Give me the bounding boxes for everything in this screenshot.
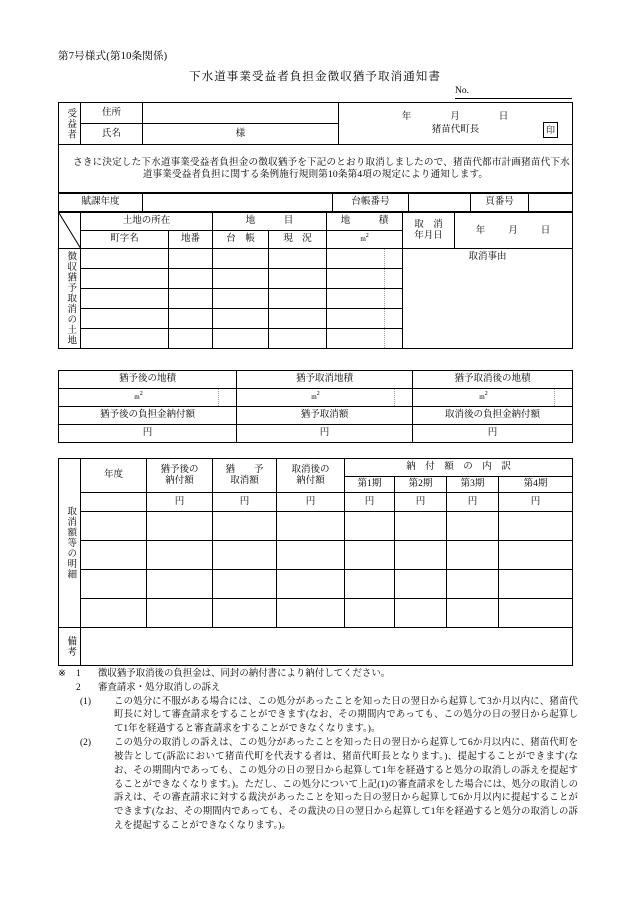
land-area-cell[interactable] xyxy=(327,329,385,349)
cancel-day-label: 日 xyxy=(540,225,552,236)
detail-after-cancel-cell[interactable] xyxy=(277,541,345,570)
note-subitem-2 xyxy=(58,737,578,834)
land-area-cell[interactable] xyxy=(327,289,385,309)
land-town-cell[interactable] xyxy=(81,309,169,329)
ledger-no-input[interactable] xyxy=(409,194,471,212)
land-town-cell[interactable] xyxy=(81,289,169,309)
detail-year-cell[interactable] xyxy=(81,493,147,512)
address-label: 住所 xyxy=(81,103,143,124)
detail-vertical-label xyxy=(59,459,81,628)
detail-after-cancel-cell[interactable] xyxy=(277,599,345,628)
receiver-label-text: 受益者 xyxy=(65,107,76,140)
currency-symbol: 円 xyxy=(487,428,498,439)
detail-inst2-cell[interactable] xyxy=(395,541,447,570)
note-item-1 xyxy=(58,668,578,682)
land-ledger-cell[interactable] xyxy=(213,329,269,349)
cancel-date-value[interactable] xyxy=(455,213,573,249)
note-number: 1 xyxy=(76,669,81,679)
cancel-month-label: 月 xyxy=(508,225,519,236)
detail-inst3-cell[interactable] xyxy=(447,599,499,628)
page-no-label: 頁番号 xyxy=(471,194,529,212)
intro-paragraph-table xyxy=(58,144,573,193)
amount-after-cancel-header: 取消後の負担金納付額 xyxy=(413,407,573,425)
land-area-decimal-cell[interactable] xyxy=(385,309,403,329)
land-ledger-cell[interactable] xyxy=(213,269,269,289)
unit-text: m xyxy=(311,393,317,402)
detail-inst1-cell[interactable] xyxy=(345,570,395,599)
detail-inst4-cell[interactable] xyxy=(499,512,573,541)
land-lot-cell[interactable] xyxy=(169,309,213,329)
area-unit-header xyxy=(327,231,403,249)
detail-after-defer-cell[interactable] xyxy=(147,599,213,628)
table-row[interactable] xyxy=(59,512,573,541)
detail-inst1-cell[interactable] xyxy=(345,512,395,541)
town-name-header: 町字名 xyxy=(81,231,169,249)
detail-inst3-cell[interactable] xyxy=(447,512,499,541)
name-input[interactable] xyxy=(143,124,339,145)
detail-after-defer-cell[interactable] xyxy=(147,512,213,541)
area-after-defer-decimal[interactable] xyxy=(219,389,237,407)
area-cancelled-header: 猶予取消地積 xyxy=(237,371,413,389)
detail-year-cell[interactable] xyxy=(81,570,147,599)
detail-inst2-cell[interactable] xyxy=(395,512,447,541)
land-lot-cell[interactable] xyxy=(169,249,213,269)
installment-4-header: 第4期 xyxy=(499,477,573,493)
category-current-header: 現 況 xyxy=(269,231,327,249)
page-no-input[interactable] xyxy=(529,194,573,212)
detail-after-defer-cell[interactable] xyxy=(147,541,213,570)
land-town-cell[interactable] xyxy=(81,249,169,269)
land-current-cell[interactable] xyxy=(269,269,327,289)
fiscal-year-table xyxy=(58,193,573,212)
detail-year-cell[interactable] xyxy=(81,512,147,541)
detail-inst4-cell[interactable] xyxy=(499,541,573,570)
land-current-cell[interactable] xyxy=(269,329,327,349)
header-line1: 猶 予 xyxy=(225,464,264,475)
land-ledger-cell[interactable] xyxy=(213,309,269,329)
detail-year-cell[interactable] xyxy=(81,541,147,570)
name-label: 氏名 xyxy=(81,124,143,145)
detail-inst1-cell[interactable] xyxy=(345,599,395,628)
detail-year-cell[interactable] xyxy=(81,599,147,628)
subitem-number: (2) xyxy=(80,738,92,749)
cancel-year-label: 年 xyxy=(475,225,487,236)
detail-after-cancel-cell[interactable] xyxy=(277,570,345,599)
detail-inst2-cell[interactable]: 円 xyxy=(395,493,447,512)
detail-cancel-cell[interactable] xyxy=(213,512,277,541)
detail-inst4-cell[interactable]: 円 xyxy=(499,493,573,512)
ledger-no-label: 台帳番号 xyxy=(333,194,409,212)
area-summary-table xyxy=(58,370,573,443)
land-vertical-label xyxy=(59,249,81,349)
land-area-decimal-cell[interactable] xyxy=(385,289,403,309)
land-town-cell[interactable] xyxy=(81,269,169,289)
land-current-cell[interactable] xyxy=(269,309,327,329)
area-cancelled-value[interactable] xyxy=(237,389,395,407)
issuer-name-row xyxy=(339,123,572,136)
diagonal-line-icon xyxy=(59,213,81,249)
area-after-cancel-decimal[interactable] xyxy=(555,389,573,407)
issuer-name: 猪苗代町長 xyxy=(431,125,480,135)
amount-cancelled-value[interactable] xyxy=(237,425,413,443)
detail-after-cancel-cell[interactable] xyxy=(277,512,345,541)
detail-cancel-header xyxy=(213,459,277,493)
note-number: 2 xyxy=(76,682,81,693)
detail-inst2-cell[interactable] xyxy=(395,570,447,599)
land-location-group-header: 土地の所在 xyxy=(81,213,213,231)
note-item-2 xyxy=(58,682,578,696)
cancel-date-row[interactable] xyxy=(455,225,572,237)
land-area-cell[interactable] xyxy=(327,249,385,269)
header-line2: 納付額 xyxy=(165,475,194,486)
header-line2: 納付額 xyxy=(296,475,325,486)
unit-sup: 2 xyxy=(139,391,143,398)
area-unit-sup: 2 xyxy=(365,233,369,240)
detail-cancel-cell[interactable] xyxy=(213,541,277,570)
land-lot-cell[interactable] xyxy=(169,269,213,289)
land-town-cell[interactable] xyxy=(81,329,169,349)
amount-after-cancel-value[interactable] xyxy=(413,425,573,443)
lot-number-header: 地番 xyxy=(169,231,213,249)
unit-sup: 2 xyxy=(316,391,320,398)
serial-no-field[interactable]: No. xyxy=(455,85,572,99)
detail-inst2-cell[interactable] xyxy=(395,599,447,628)
detail-label-text: 取消額等の明細 xyxy=(65,506,76,580)
table-row[interactable] xyxy=(59,599,573,628)
note-subitem-1 xyxy=(58,696,578,737)
note-text: 審査請求・処分取消しの訴え xyxy=(98,682,221,693)
amount-after-defer-value[interactable] xyxy=(59,425,237,443)
unit-sup: 2 xyxy=(484,391,488,398)
subitem-text: この処分に不服がある場合には、この処分があったことを知った日の翌日から起算して3か月以内に、猪苗代町長に対して審査請求をすることができます(なお、その期間内であっても、この処分の日の翌日から起算して1年を経過すると審査請求をすることができなくなります。)。 xyxy=(114,696,578,735)
subitem-text: この処分の取消しの訴えは、この処分があったことを知った日の翌日から起算して6か月以内に、猪苗代町を被告として(訴訟において猪苗代町を代表する者は、猪苗代町長となります。)、提起することができます(なお、その期間内であっても、この処分の日の翌日から起算して1年を経過すると処分の取消しの訴えを提起することができなくなります。)。ただし、この処分について上記(1)の審査請求をした場合には、処分の取消しの訴えは、その審査請求に対する裁決があったことを知った日の翌日から起算して6か月以内に提起することができます(なお、その期間内であっても、その裁決の日の翌日から起算して1年を経過すると処分の取消しの訴えを提起することができなくなります。)。 xyxy=(114,738,578,831)
receiver-issuer-table xyxy=(58,102,573,145)
currency-symbol: 円 xyxy=(142,428,153,439)
area-cancelled-decimal[interactable] xyxy=(395,389,413,407)
fiscal-year-input[interactable] xyxy=(143,194,333,212)
area-after-defer-header: 猶予後の地積 xyxy=(59,371,237,389)
cancel-date-label xyxy=(403,213,455,249)
detail-inst4-cell[interactable] xyxy=(499,599,573,628)
unit-text: m xyxy=(479,393,485,402)
installment-3-header: 第3期 xyxy=(447,477,499,493)
note-mark-icon: ※ xyxy=(58,669,66,679)
detail-inst3-cell[interactable] xyxy=(447,570,499,599)
land-ledger-cell[interactable] xyxy=(213,249,269,269)
detail-after-defer-cell[interactable] xyxy=(147,570,213,599)
remarks-value[interactable] xyxy=(81,628,573,666)
issuer-cell xyxy=(339,103,573,145)
issue-month-label: 月 xyxy=(450,112,461,123)
document-title: 下水道事業受益者負担金徴収猶予取消通知書 xyxy=(189,71,441,83)
detail-after-cancel-cell[interactable]: 円 xyxy=(277,493,345,512)
installment-2-header: 第2期 xyxy=(395,477,447,493)
land-area-decimal-cell[interactable] xyxy=(385,269,403,289)
intro-text: さきに決定した下水道事業受益者負担金の徴収猶予を下記のとおり取消しましたので、猪苗代都市計画猪苗代下水道事業受益者負担に関する条例施行規則第10条第4項の規定により通知します。 xyxy=(59,145,573,193)
land-area-decimal-cell[interactable] xyxy=(385,329,403,349)
honorific-suffix: 様 xyxy=(235,128,246,139)
corner-diagonal-cell xyxy=(59,213,81,249)
header-line2: 取消額 xyxy=(230,475,259,486)
detail-after-cancel-header xyxy=(277,459,345,493)
table-row[interactable] xyxy=(59,493,573,512)
unit-text: m xyxy=(134,393,140,402)
area-unit-text: m xyxy=(360,235,366,244)
receiver-vertical-label xyxy=(59,103,81,145)
detail-cancel-cell[interactable]: 円 xyxy=(213,493,277,512)
currency-symbol: 円 xyxy=(319,428,330,439)
area-after-cancel-header: 猶予取消後の地積 xyxy=(413,371,573,389)
category-ledger-header: 台 帳 xyxy=(213,231,269,249)
subitem-number: (1) xyxy=(80,696,92,707)
land-area-group-header: 地 積 xyxy=(327,213,403,231)
detail-inst1-cell[interactable] xyxy=(345,541,395,570)
detail-inst3-cell[interactable]: 円 xyxy=(447,493,499,512)
remarks-label xyxy=(59,628,81,666)
area-after-cancel-value[interactable] xyxy=(413,389,555,407)
cancel-date-label-line1: 取 消 xyxy=(414,219,443,230)
issue-day-label: 日 xyxy=(498,112,510,123)
land-lot-cell[interactable] xyxy=(169,329,213,349)
land-area-cell[interactable] xyxy=(327,269,385,289)
table-row[interactable] xyxy=(59,541,573,570)
detail-inst1-cell[interactable]: 円 xyxy=(345,493,395,512)
land-label-text: 徴収猶予取消の土地 xyxy=(65,251,76,346)
detail-after-defer-cell[interactable]: 円 xyxy=(147,493,213,512)
form-number: 第7号様式(第10条関係) xyxy=(58,51,168,62)
cancel-reason-label: 取消事由 xyxy=(468,252,507,262)
issue-date-row[interactable] xyxy=(339,111,572,123)
breakdown-group-header: 納 付 額 の 内 訳 xyxy=(345,459,573,477)
land-table xyxy=(58,212,573,349)
land-area-cell[interactable] xyxy=(327,309,385,329)
land-category-group-header: 地 目 xyxy=(213,213,327,231)
cancel-date-label-line2: 年月日 xyxy=(414,230,443,241)
land-ledger-cell[interactable] xyxy=(213,289,269,309)
remarks-label-text: 備考 xyxy=(65,636,76,657)
amount-cancelled-header: 猶予取消額 xyxy=(237,407,413,425)
header-line1: 取消後の xyxy=(291,464,330,475)
detail-cancel-cell[interactable] xyxy=(213,599,277,628)
footnotes xyxy=(58,668,578,834)
detail-inst3-cell[interactable] xyxy=(447,541,499,570)
detail-year-header: 年度 xyxy=(81,459,147,493)
detail-inst4-cell[interactable] xyxy=(499,570,573,599)
land-area-decimal-cell[interactable] xyxy=(385,249,403,269)
header-line1: 猶予後の xyxy=(160,464,199,475)
installment-1-header: 第1期 xyxy=(345,477,395,493)
amount-after-defer-header: 猶予後の負担金納付額 xyxy=(59,407,237,425)
note-text: 徴収猶予取消後の負担金は、同封の納付書により納付してください。 xyxy=(98,669,391,679)
seal-icon: 印 xyxy=(543,122,558,138)
issue-year-label: 年 xyxy=(401,112,413,123)
cancel-reason-cell[interactable] xyxy=(403,249,573,349)
detail-after-defer-header xyxy=(147,459,213,493)
area-after-defer-value[interactable] xyxy=(59,389,219,407)
land-current-cell[interactable] xyxy=(269,289,327,309)
fiscal-year-label: 賦課年度 xyxy=(59,194,143,212)
land-current-cell[interactable] xyxy=(269,249,327,269)
address-input[interactable] xyxy=(143,103,339,124)
land-lot-cell[interactable] xyxy=(169,289,213,309)
table-row[interactable] xyxy=(59,570,573,599)
detail-cancel-cell[interactable] xyxy=(213,570,277,599)
detail-table xyxy=(58,458,573,666)
